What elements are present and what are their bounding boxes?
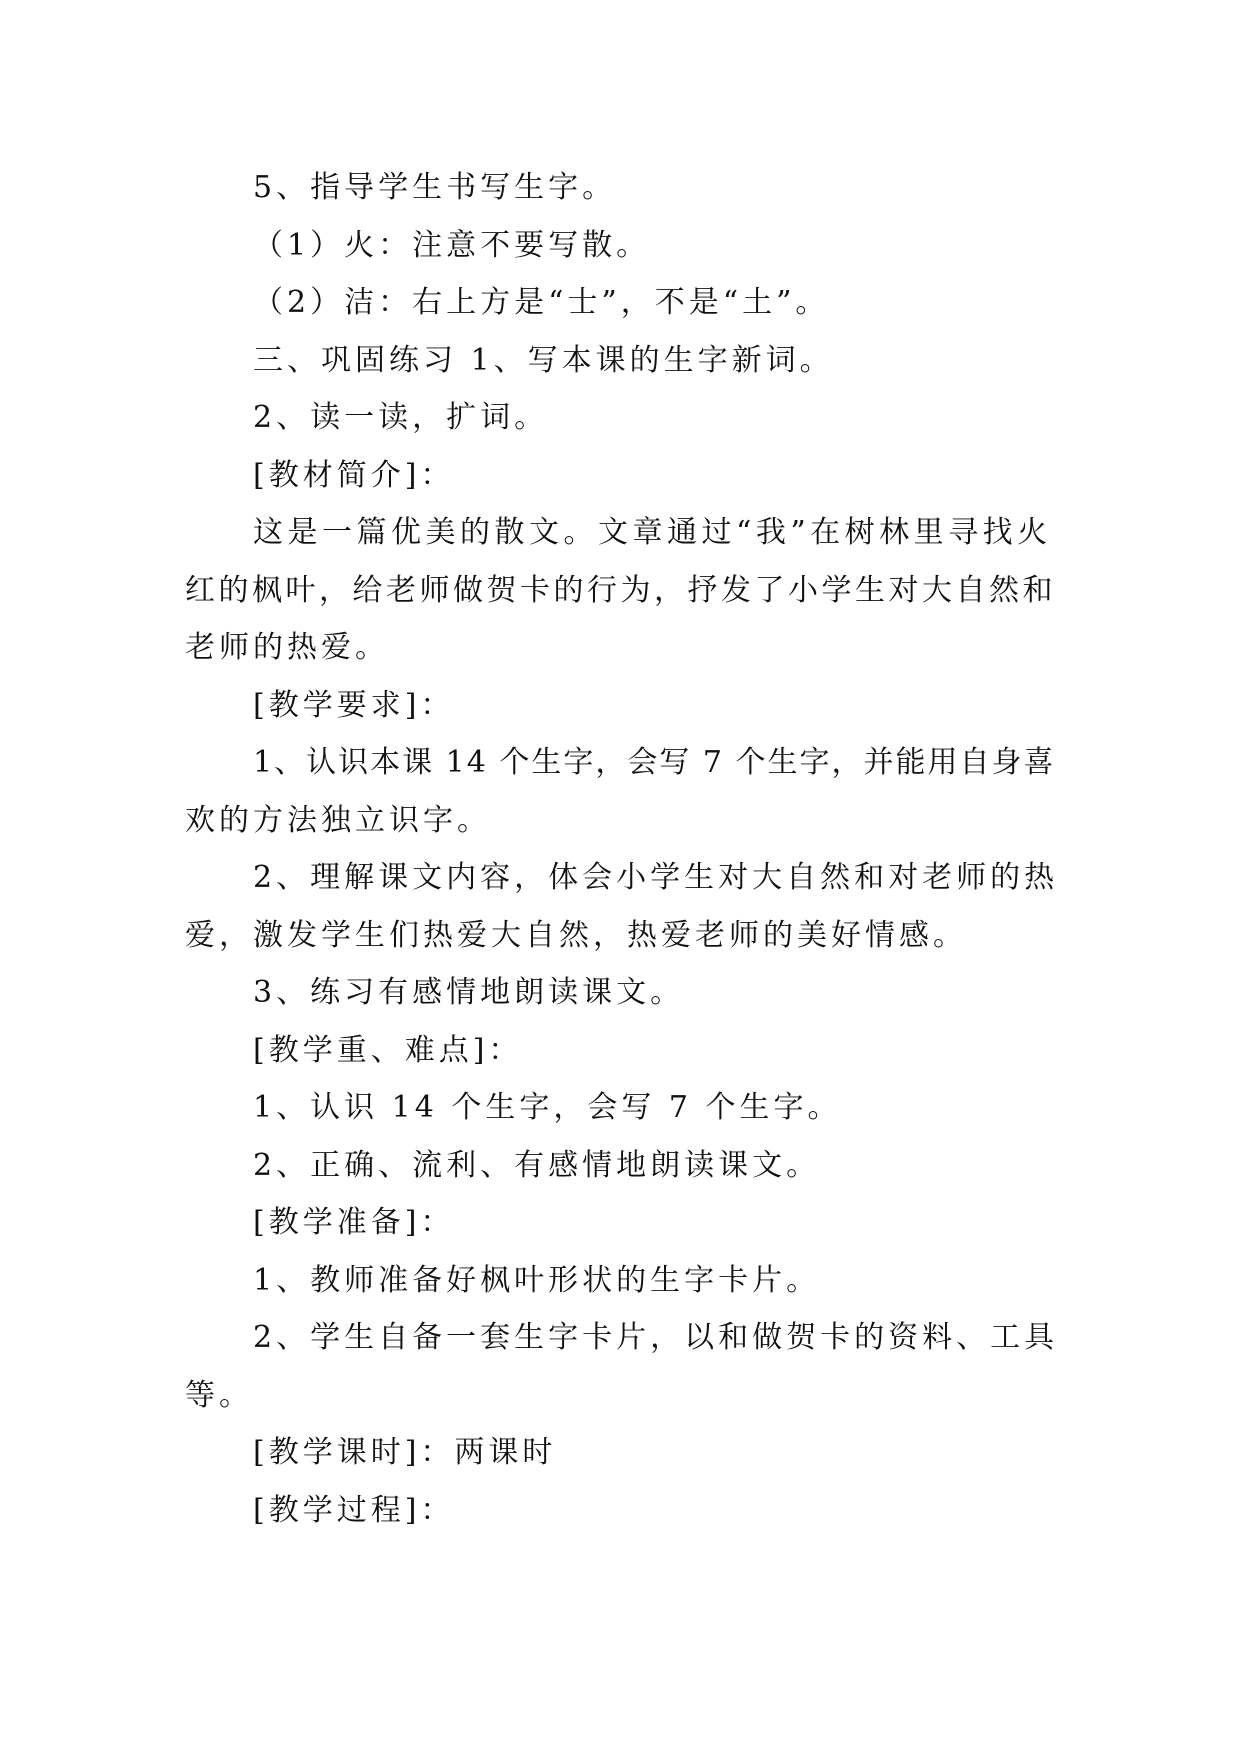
paragraph-line: 等。 bbox=[185, 1378, 253, 1413]
section-heading: [教材简介]： bbox=[253, 458, 455, 493]
text-line: （2）洁：右上方是“士”，不是“土”。 bbox=[253, 285, 830, 320]
paragraph-line: 红的枫叶，给老师做贺卡的行为，抒发了小学生对大自然和 bbox=[185, 573, 1056, 608]
text-line: 1、教师准备好枫叶形状的生字卡片。 bbox=[253, 1263, 821, 1298]
paragraph-line: 这是一篇优美的散文。文章通过“我”在树林里寻找火 bbox=[253, 515, 1052, 550]
text-line: 3、练习有感情地朗读课文。 bbox=[253, 975, 685, 1010]
text-line: 1、认识 14 个生字，会写 7 个生字。 bbox=[253, 1090, 842, 1125]
section-heading: [教学课时]：两课时 bbox=[253, 1435, 557, 1470]
paragraph-line: 爱，激发学生们热爱大自然，热爱老师的美好情感。 bbox=[185, 918, 967, 953]
text-line: 2、正确、流利、有感情地朗读课文。 bbox=[253, 1148, 821, 1183]
section-heading: [教学要求]： bbox=[253, 688, 455, 723]
text-line: 5、指导学生书写生字。 bbox=[253, 170, 617, 205]
paragraph-line: 老师的热爱。 bbox=[185, 630, 389, 665]
section-heading: [教学过程]： bbox=[253, 1493, 455, 1528]
paragraph-line: 2、理解课文内容，体会小学生对大自然和对老师的热 bbox=[253, 860, 1059, 895]
paragraph-line: 1、认识本课 14 个生字，会写 7 个生字，并能用自身喜 bbox=[253, 745, 1056, 780]
section-heading: 三、巩固练习 1、写本课的生字新词。 bbox=[253, 343, 834, 378]
paragraph-line: 欢的方法独立识字。 bbox=[185, 803, 491, 838]
section-heading: [教学准备]： bbox=[253, 1205, 455, 1240]
section-heading: [教学重、难点]： bbox=[253, 1033, 523, 1068]
paragraph-line: 2、学生自备一套生字卡片，以和做贺卡的资料、工具 bbox=[253, 1320, 1059, 1355]
text-line: 2、读一读，扩词。 bbox=[253, 400, 549, 435]
text-line: （1）火：注意不要写散。 bbox=[253, 228, 651, 263]
